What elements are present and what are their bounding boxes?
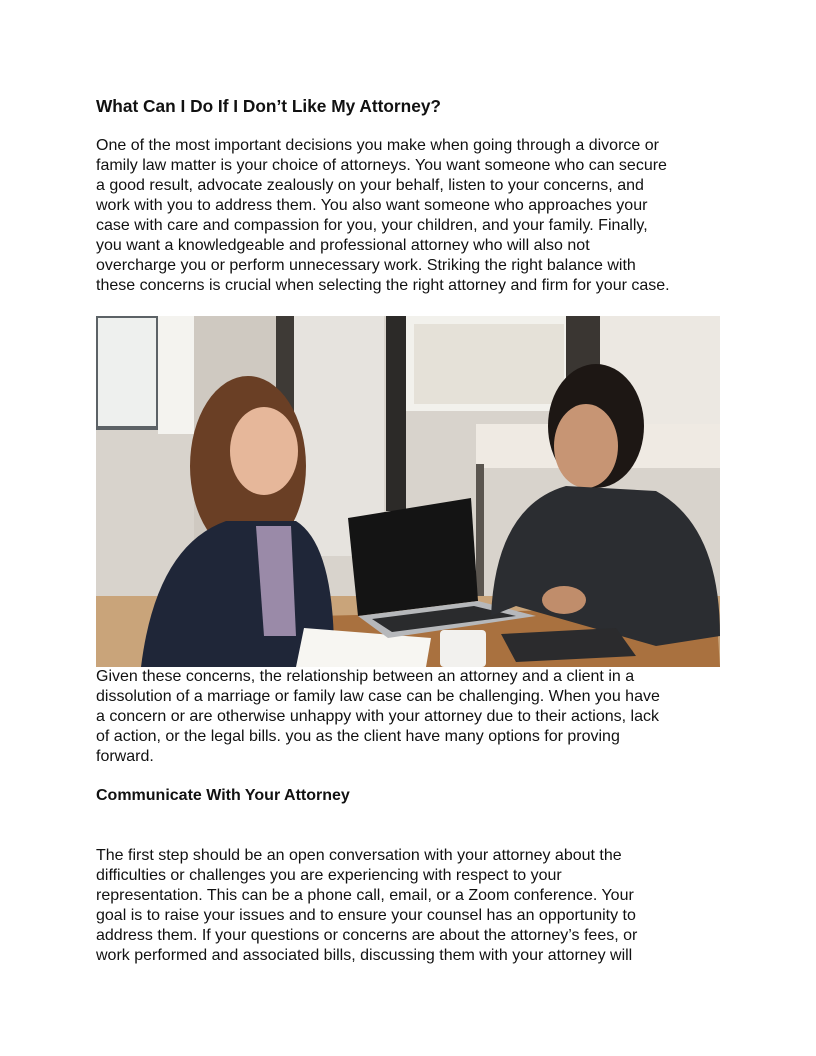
document-title: What Can I Do If I Don’t Like My Attorney? — [96, 96, 441, 116]
office-meeting-photo — [96, 316, 720, 667]
document-page — [96, 95, 722, 966]
section-heading: Communicate With Your Attorney — [96, 787, 350, 804]
section-paragraph: The first step should be an open conversation with your attorney about the difficulties or challenges you are experiencing with respect to your representation. This can be a phone call, email, or a Zoom conference. Your goal is to raise your issues and to ensure your counsel has an opportunity to address them. If your questions or concerns are about the attorney’s fees, or work performed and associated bills, discussing them with your attorney will — [96, 847, 638, 964]
intro-paragraph: One of the most important decisions you make when going through a divorce or family law matter is your choice of attorneys. You want someone who can secure a good result, advocate zealously on your behalf, listen to your concerns, and work with you to address them. You also want someone who approaches your case with care and compassion for you, your children, and your family. Finally, you want a knowledgeable and professional attorney who will also not overcharge you or perform unnecessary work. Striking the right balance with these concerns is crucial when selecting the right attorney and firm for your case. — [96, 137, 670, 294]
after-photo-paragraph: Given these concerns, the relationship between an attorney and a client in a dissolution of a marriage or family law case can be challenging. When you have a concern or are otherwise unhappy with your attorney due to their actions, lack of action, or the legal bills. you as the client have many options for proving forward. — [96, 668, 660, 765]
